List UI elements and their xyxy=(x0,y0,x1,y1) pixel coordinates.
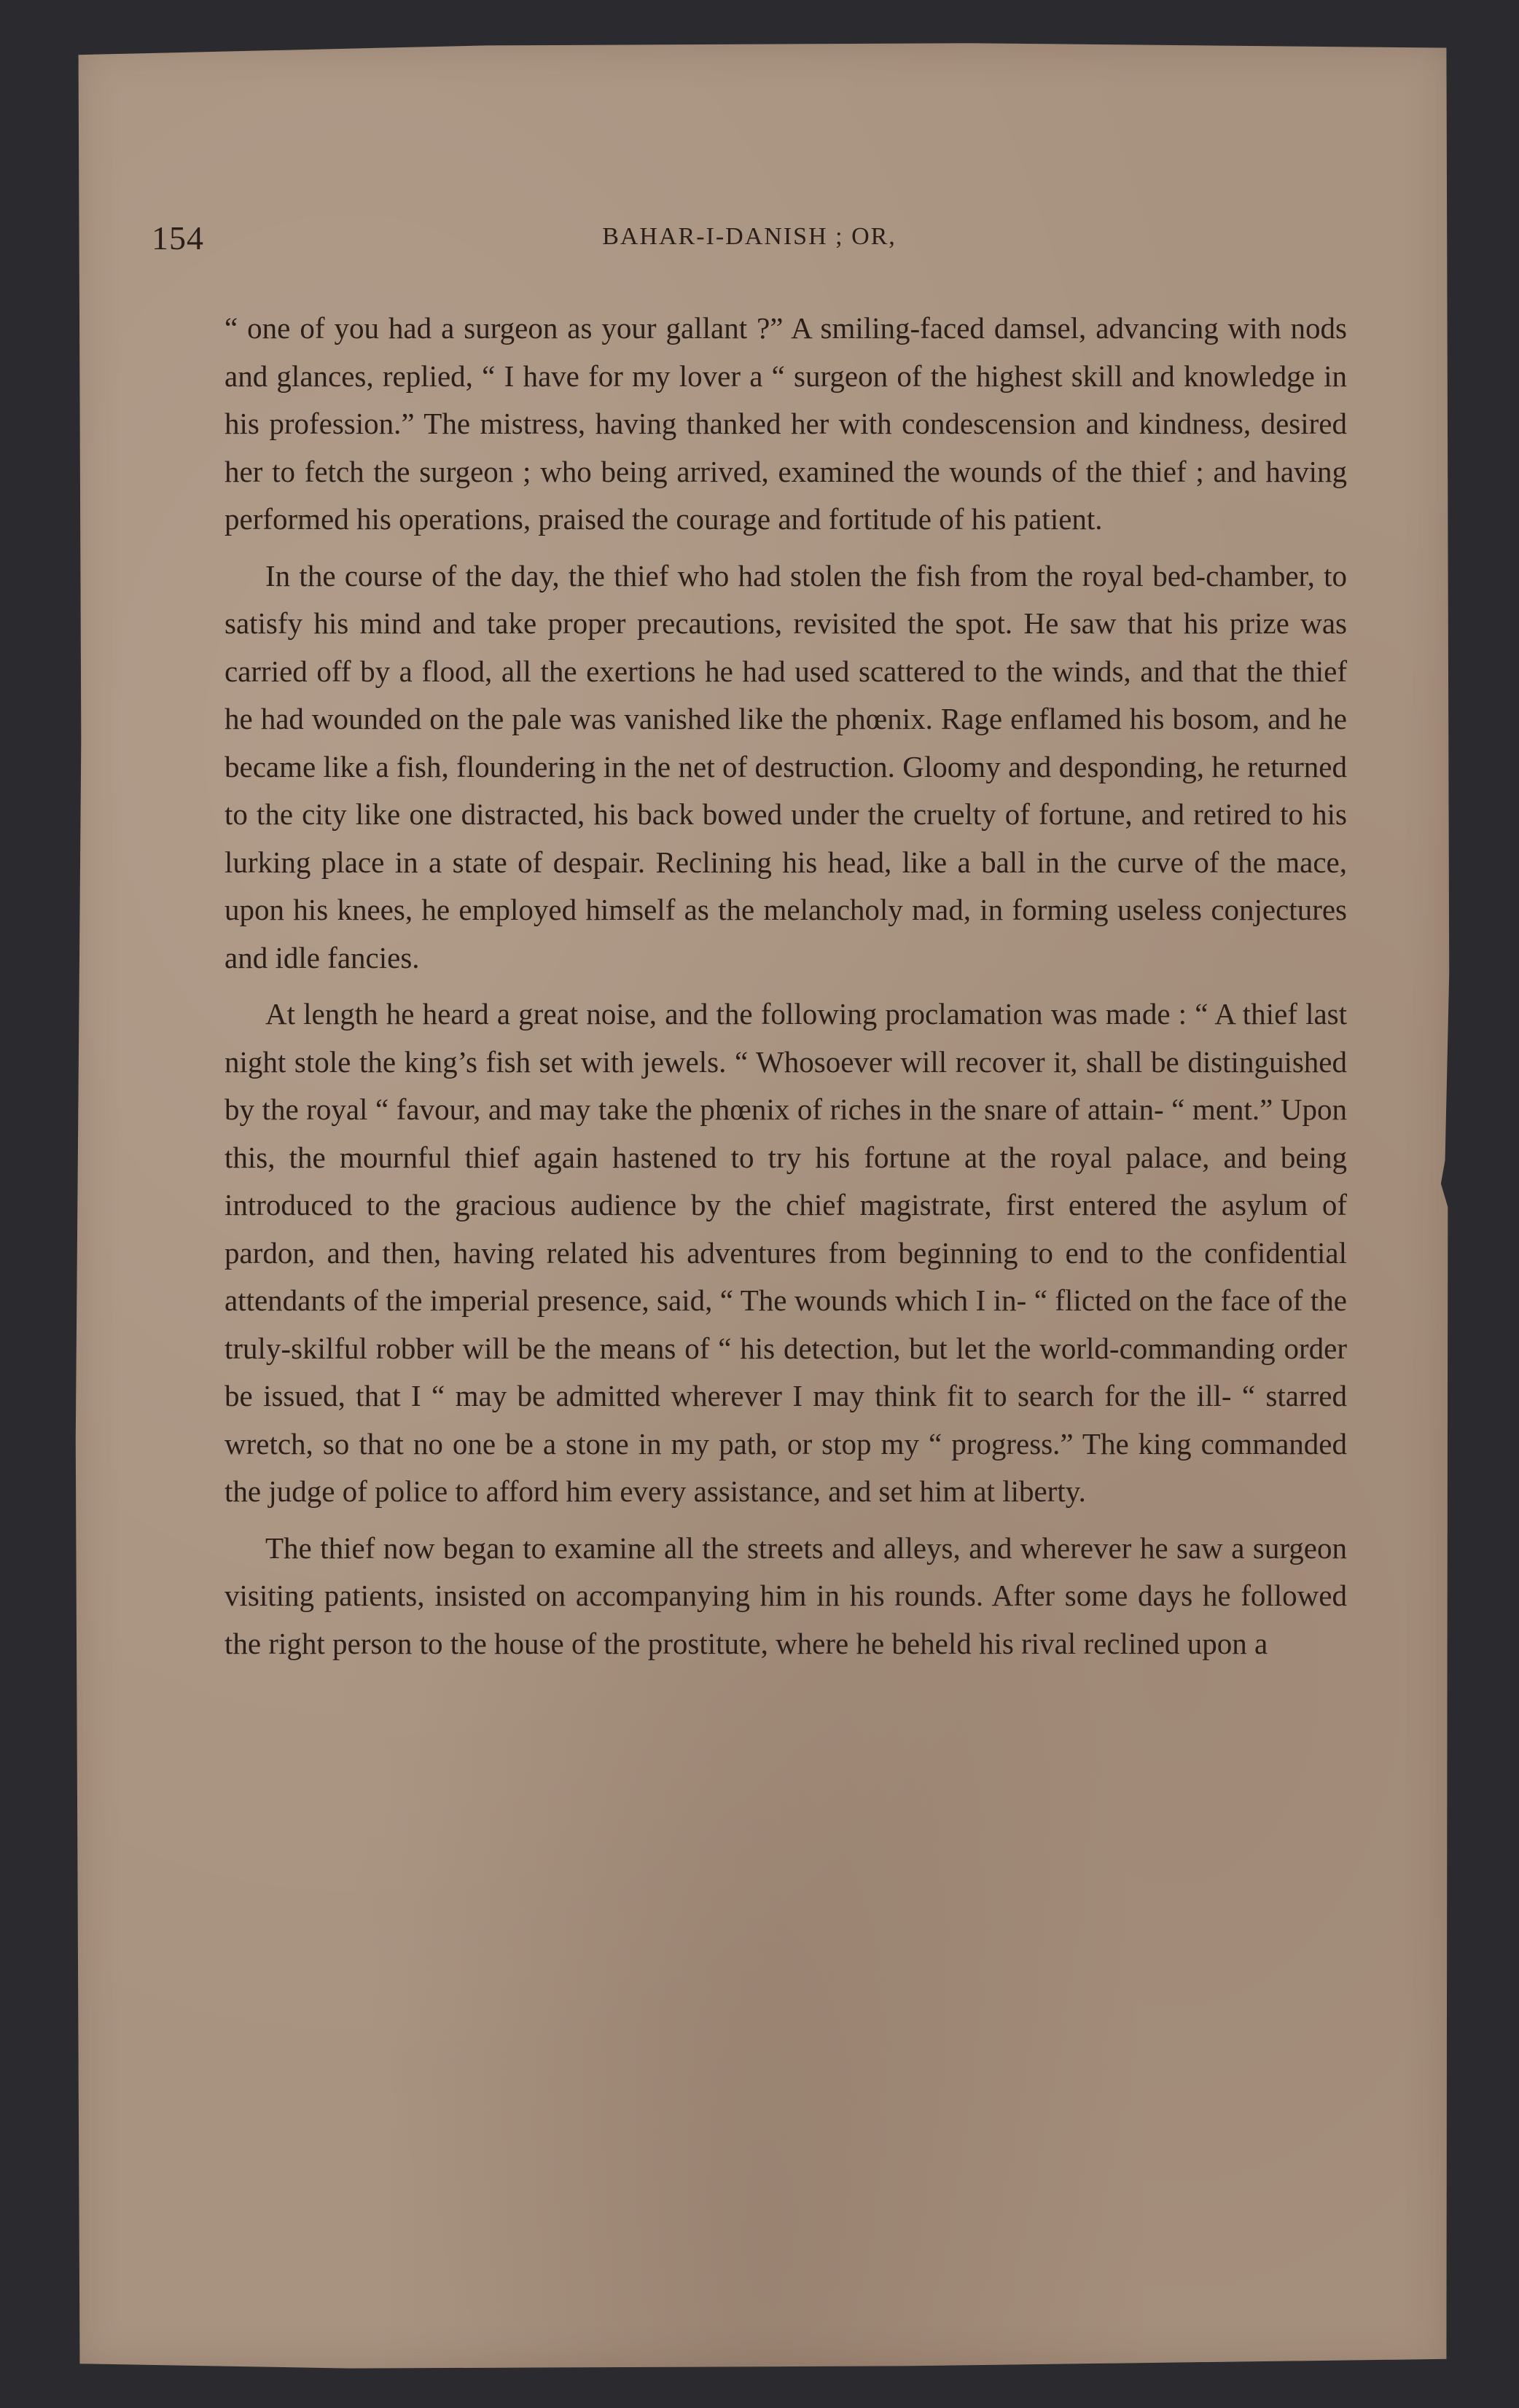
page-number: 154 xyxy=(152,219,204,257)
running-head: BAHAR-I-DANISH ; OR, xyxy=(602,223,897,250)
page-header xyxy=(152,219,1347,265)
paragraph-1: “ one of you had a surgeon as your gallant ?” A smiling-faced damsel, advancing with nods and glances, replied, “ I have for my lover a “ surgeon of the highest skill and knowledge in his profession.” The mistress, having thanked her with condescension and kindness, desired her to fetch the surgeon ; who being arrived, examined the wounds of the thief ; and having performed his operations, praised the courage and fortitude of his patient. xyxy=(224,311,1347,536)
paragraph-3: At length he heard a great noise, and the following proclamation was made : “ A thief last night stole the king’s fish set with jewels. “ Whosoever will recover it, shall be distinguished by the royal “ favour, and may take the phœnix of riches in the snare of attain- “ ment.” Upon this, the mournful thief again hastened to try his fortune at the royal palace, and being introduced to the gracious audience by the chief magistrate, first entered the asylum of pardon, and then, having related his adventures from beginning to end to the confidential attendants of the imperial presence, said, “ The wounds which I in- “ flicted on the face of the truly-skilful robber will be the means of “ his detection, but let the world-commanding order be issued, that I “ may be admitted wherever I may think fit to search for the ill- “ starred wretch, so that no one be a stone in my path, or stop my “ progress.” The king commanded the judge of police to afford him every assistance, and set him at liberty. xyxy=(224,997,1347,1508)
paragraph-2: In the course of the day, the thief who had stolen the fish from the royal bed-chamber, to satisfy his mind and take proper precautions, revisited the spot. He saw that his prize was carried off by a flood, all the exertions he had used scattered to the winds, and that the thief he had wounded on the pale was vanished like the phœnix. Rage enflamed his bosom, and he became like a fish, floundering in the net of destruction. Gloomy and desponding, he returned to the city like one distracted, his back bowed under the cruelty of fortune, and retired to his lurking place in a state of despair. Reclining his head, like a ball in the curve of the mace, upon his knees, he employed himself as the melancholy mad, in forming useless conjectures and idle fancies. xyxy=(224,558,1347,974)
paragraph-4: The thief now began to examine all the streets and alleys, and wherever he saw a surgeon visiting patients, insisted on accompanying him in his rounds. After some days he followed the right person to the house of the prostitute, where he beheld his rival reclined upon a xyxy=(224,1531,1347,1660)
page-body xyxy=(224,305,1347,1676)
